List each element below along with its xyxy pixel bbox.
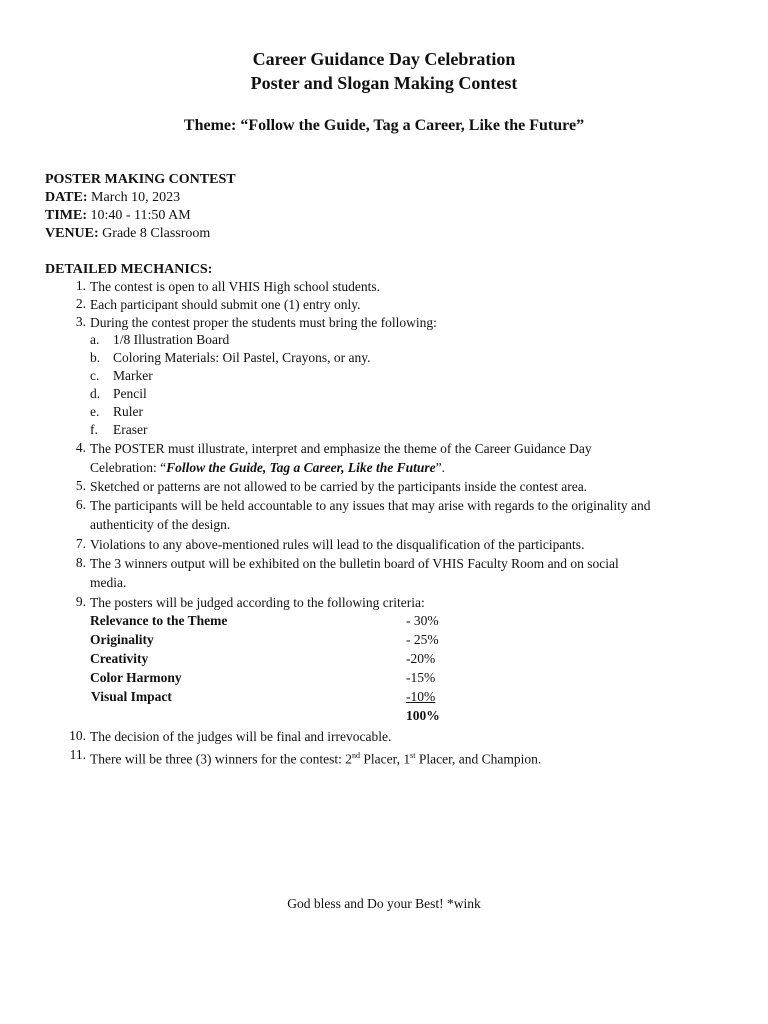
list-number: 11. [69,747,86,762]
theme-line: Theme: “Follow the Guide, Tag a Career, Like the Future” [183,117,585,134]
list-number: 4. [75,440,86,455]
mechanics-heading: DETAILED MECHANICS: [45,262,213,277]
list-number: 9. [75,594,86,609]
list-item: Each participant should submit one (1) entry only. [90,297,361,312]
sublist-item: Ruler [113,404,143,419]
theme-emphasis: Follow the Guide, Tag a Career, Like the Future [166,459,436,475]
text-run: There will be three (3) winners for the contest: 2 [90,751,353,767]
sublist-item: Coloring Materials: Oil Pastel, Crayons, or any. [113,350,371,365]
criteria-percent: - 30% [406,613,439,628]
closing-line: God bless and Do your Best! *wink [287,896,481,911]
criteria-percent: -15% [406,670,436,685]
text-run: Placer, 1 [360,751,411,767]
sublist-letter: c. [90,368,100,383]
criteria-percent: - 25% [406,632,439,647]
section-heading: POSTER MAKING CONTEST [45,172,236,187]
criteria-name: Visual Impact [91,689,172,704]
document-subtitle: Poster and Slogan Making Contest [250,73,518,93]
sublist-letter: d. [90,386,101,401]
sublist-letter: f. [90,422,98,437]
sublist-letter: b. [90,350,101,365]
superscript: nd [352,751,361,760]
date-line [45,189,180,207]
sublist-item: Pencil [113,386,147,401]
list-item-line: authenticity of the design. [90,516,231,532]
list-number: 3. [75,314,86,329]
text-run: Placer, and Champion. [415,751,542,767]
venue-value: Grade 8 Classroom [102,226,211,241]
sublist-item: Eraser [113,422,148,437]
list-number: 10. [69,728,86,743]
criteria-name: Color Harmony [90,670,182,685]
list-item [90,747,730,769]
list-item-line: The 3 winners output will be exhibited on the bulletin board of VHIS Faculty Room and on social [90,556,619,571]
date-label: DATE: [45,190,88,205]
list-number: 2. [75,296,86,311]
list-item [90,440,730,477]
venue-label: VENUE: [45,226,99,241]
venue-line [45,225,210,243]
date-value: March 10, 2023 [91,190,181,205]
sublist-letter: a. [90,332,100,347]
list-item: The contest is open to all VHIS High school students. [90,279,380,294]
text-run: Celebration: “ [90,459,167,475]
time-label: TIME: [45,208,87,223]
list-item: Violations to any above-mentioned rules will lead to the disqualification of the participants. [90,537,585,552]
list-item: Sketched or patterns are not allowed to be carried by the participants inside the contest area. [90,479,588,494]
sublist-letter: e. [90,404,100,419]
list-item: The decision of the judges will be final and irrevocable. [90,729,392,744]
sublist-item: Marker [113,368,153,383]
list-item-line [90,459,730,478]
list-item-line: media. [90,574,127,590]
list-number: 1. [75,278,86,293]
list-item: The posters will be judged according to the following criteria: [90,595,425,610]
criteria-name: Creativity [90,651,149,666]
list-number: 6. [75,497,86,512]
criteria-percent: -10% [406,689,436,704]
criteria-name: Originality [90,632,154,647]
time-line [45,207,191,225]
list-item [90,497,730,534]
list-number: 5. [75,478,86,493]
list-item-line: The participants will be held accountable to any issues that may arise with regards to the originality and [90,498,651,513]
document-title: Career Guidance Day Celebration [252,49,516,69]
criteria-percent: -20% [406,651,436,666]
list-item [90,555,730,592]
list-number: 8. [75,555,86,570]
sublist-item: 1/8 Illustration Board [113,332,230,347]
time-value: 10:40 - 11:50 AM [90,208,191,223]
criteria-name: Relevance to the Theme [90,613,228,628]
text-run: ”. [435,459,446,475]
criteria-total: 100% [406,708,440,723]
list-item: During the contest proper the students must bring the following: [90,315,437,330]
list-number: 7. [75,536,86,551]
list-item-line: The POSTER must illustrate, interpret and emphasize the theme of the Career Guidance Day [90,441,592,456]
superscript: st [410,751,416,760]
